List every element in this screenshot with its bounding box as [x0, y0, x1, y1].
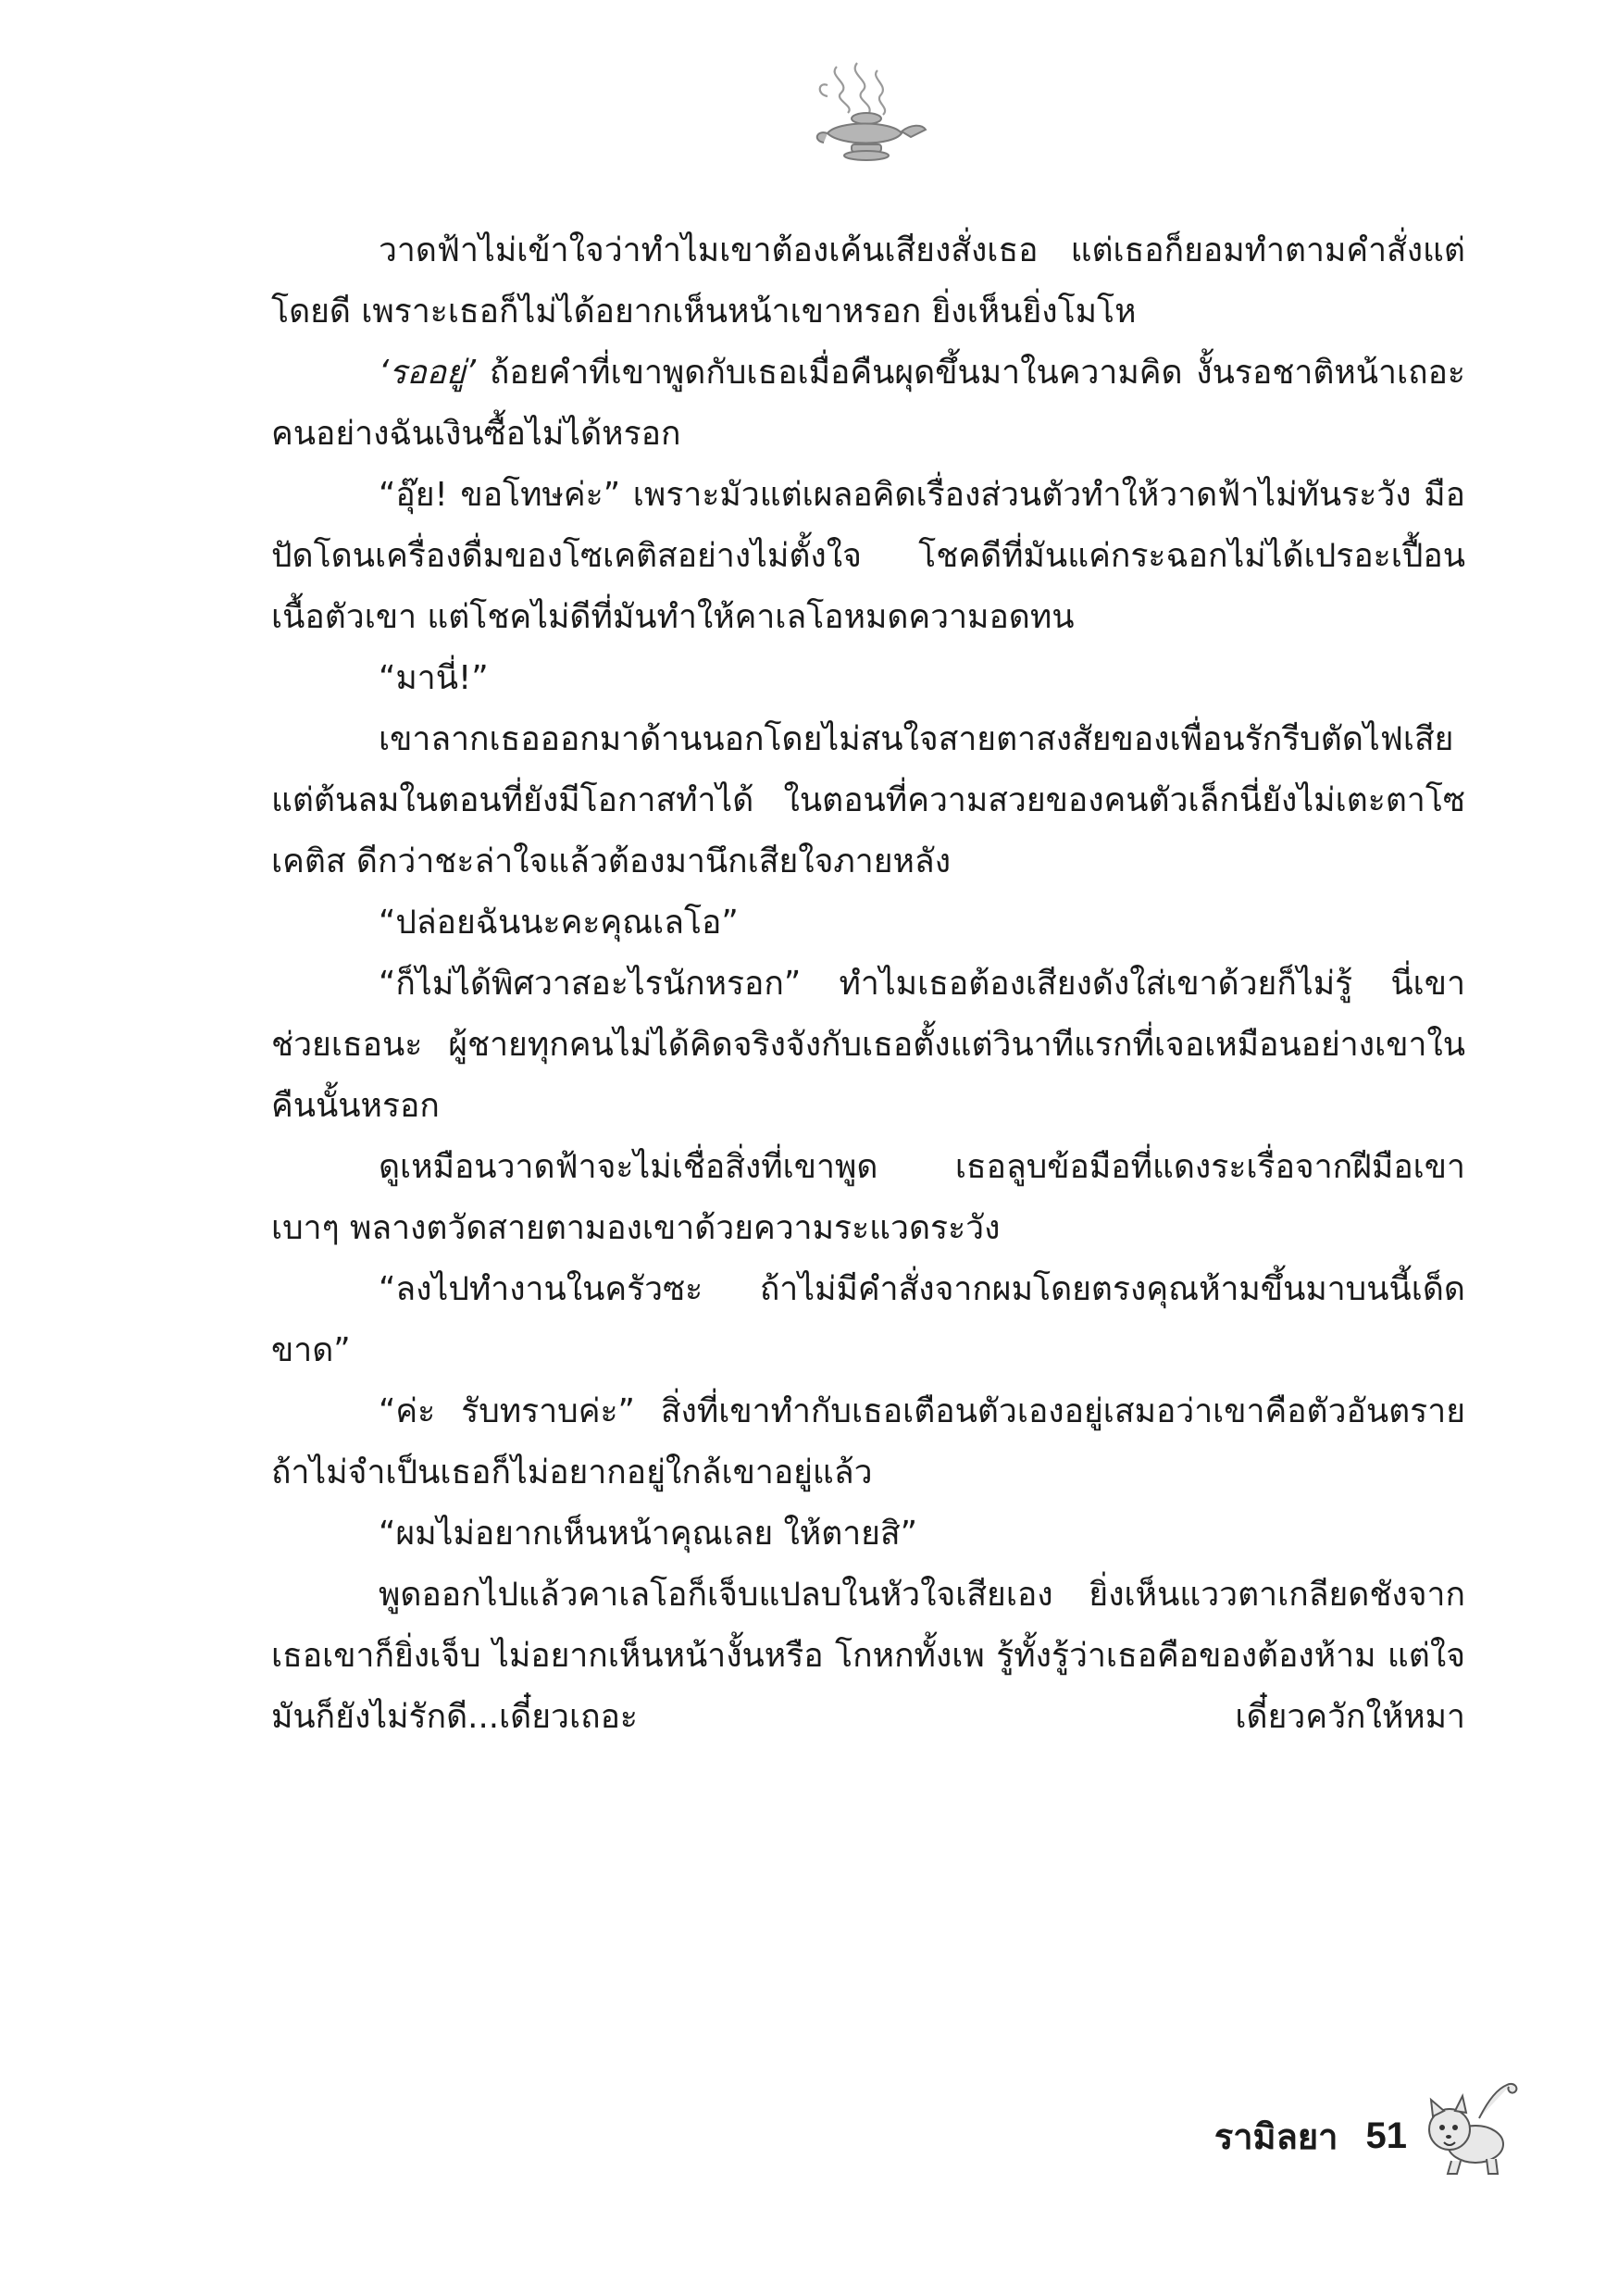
paragraph: “มานี่!”: [379, 659, 489, 697]
page-number: 51: [1365, 2115, 1407, 2156]
paragraph: “ปล่อยฉันนะคะคุณเลโอ”: [379, 904, 739, 942]
page-footer: [1214, 2072, 1525, 2183]
genie-lamp-icon: [800, 57, 929, 168]
paragraph: “ลงไปทำงานในครัวซะ ถ้าไม่มีคำสั่งจากผมโดยตรงคุณห้ามขึ้นมาบนนี้เด็ดขาด”: [271, 1270, 1465, 1369]
italic-quote: ‘รออยู่’: [379, 354, 477, 392]
paragraph: ดูเหมือนวาดฟ้าจะไม่เชื่อสิ่งที่เขาพูด เธอลูบข้อมือที่แดงระเรื่อจากฝีมือเขาเบาๆ พลางตวัดสายตามองเขาด้วยความระแวดระวัง: [271, 1148, 1465, 1247]
author-name: รามิลยา: [1214, 2115, 1338, 2157]
cartoon-cat-icon: [1414, 2072, 1525, 2183]
paragraph: “ผมไม่อยากเห็นหน้าคุณเลย ให้ตายสิ”: [379, 1515, 918, 1553]
document-body: [271, 220, 1465, 2081]
paragraph: “อุ๊ย! ขอโทษค่ะ” เพราะมัวแต่เผลอคิดเรื่องส่วนตัวทำให้วาดฟ้าไม่ทันระวัง มือปัดโดนเครื่องดื่มของโซเคติสอย่างไม่ตั้งใจ โชคดีที่มันแค่กระฉอกไม่ได้เปรอะเปื้อนเนื้อตัวเขา แต่โชคไม่ดีที่มันทำให้คาเลโอหมดความอดทน: [271, 476, 1465, 636]
paragraph: [271, 343, 1465, 465]
paragraph: พูดออกไปแล้วคาเลโอก็เจ็บแปลบในหัวใจเสียเอง ยิ่งเห็นแววตาเกลียดชังจากเธอเขาก็ยิ่งเจ็บ ไม่อยากเห็นหน้างั้นหรือ โกหกทั้งเพ รู้ทั้งรู้ว่าเธอคือของต้องห้าม แต่ใจมันก็ยังไม่รักดี...เดี๋ยวเถอะ เดี๋ยวควักให้หมา: [271, 1576, 1465, 1736]
paragraph: วาดฟ้าไม่เข้าใจว่าทำไมเขาต้องเค้นเสียงสั่งเธอ แต่เธอก็ยอมทำตามคำสั่งแต่โดยดี เพราะเธอก็ไม่ได้อยากเห็นหน้าเขาหรอก ยิ่งเห็นยิ่งโมโห: [271, 231, 1465, 331]
paragraph-text: ถ้อยคำที่เขาพูดกับเธอเมื่อคืนผุดขึ้นมาในความคิด งั้นรอชาติหน้าเถอะ คนอย่างฉันเงินซื้อไม่ได้หรอก: [271, 354, 1465, 453]
paragraph: เขาลากเธอออกมาด้านนอกโดยไม่สนใจสายตาสงสัยของเพื่อนรักรีบตัดไฟเสียแต่ต้นลมในตอนที่ยังมีโอกาสทำได้ ในตอนที่ความสวยของคนตัวเล็กนี่ยังไม่เตะตาโซเคติส ดีกว่าชะล่าใจแล้วต้องมานึกเสียใจภายหลัง: [271, 720, 1465, 880]
paragraph: “ก็ไม่ได้พิศวาสอะไรนักหรอก” ทำไมเธอต้องเสียงดังใส่เขาด้วยก็ไม่รู้ นี่เขาช่วยเธอนะ ผู้ชายทุกคนไม่ได้คิดจริงจังกับเธอตั้งแต่วินาทีแรกที่เจอเหมือนอย่างเขาในคืนนั้นหรอก: [271, 965, 1465, 1125]
paragraph: “ค่ะ รับทราบค่ะ” สิ่งที่เขาทำกับเธอเตือนตัวเองอยู่เสมอว่าเขาคือตัวอันตราย ถ้าไม่จำเป็นเธอก็ไม่อยากอยู่ใกล้เขาอยู่แล้ว: [271, 1392, 1465, 1491]
